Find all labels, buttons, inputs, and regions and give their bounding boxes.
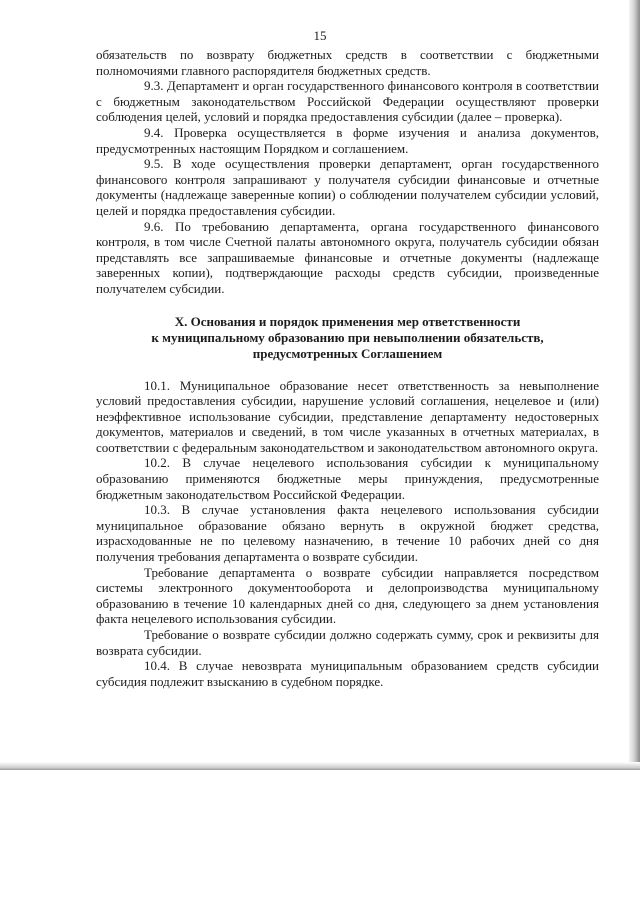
scan-bottom-edge (0, 762, 640, 770)
scan-edge-shadow (629, 0, 640, 770)
paragraph-demand-contents: Требование о возврате субсидии должно содержать сумму, срок и реквизиты для возврата субсидии. (96, 627, 599, 658)
paragraph-10-4: 10.4. В случае невозврата муниципальным образованием средств субсидии субсидия подлежит взысканию в судебном порядке. (96, 658, 599, 689)
paragraph-10-1: 10.1. Муниципальное образование несет ответственность за невыполнение условий предоставления субсидии, нарушение условий соглашения, нецелевое и (или) неэффективное использование субсидии, представление департаменту недостоверных документов, материалов и сведений, в том числе указанных в отчетных материалах, в соответствии с федеральным законодательством и законодательством автономного округа. (96, 377, 599, 455)
paragraph-10-2: 10.2. В случае нецелевого использования субсидии к муниципальному образованию применяются бюджетные меры принуждения, предусмотренные бюджетным законодательством Российской Федерации. (96, 455, 599, 502)
paragraph-9-5: 9.5. В ходе осуществления проверки департамент, орган государственного финансового контроля запрашивают у получателя субсидии финансовые и отчетные документы (надлежаще заверенные копии) о соблюдении получателем субсидии условий, целей и порядка предоставления субсидии. (96, 156, 599, 218)
paragraph-9-4: 9.4. Проверка осуществляется в форме изучения и анализа документов, предусмотренных настоящим Порядком и соглашением. (96, 124, 599, 156)
document-body (96, 47, 599, 689)
page-number: 15 (313, 28, 327, 43)
paragraph-9-3: 9.3. Департамент и орган государственного финансового контроля в соответствии с бюджетным законодательством Российской Федерации осуществляют проверки соблюдения целей, условий и порядка предоставления субсидии (далее – проверка). (96, 78, 599, 125)
heading-line: предусмотренных Соглашением (252, 345, 443, 361)
heading-line: к муниципальному образованию при невыполнении обязательств, (151, 329, 544, 345)
paragraph-demand-sending: Требование департамента о возврате субсидии направляется посредством системы электронного документооборота и делопроизводства муниципальному образованию в течение 10 календарных дней со дня, следующего за днем установления факта нецелевого использования субсидии. (96, 564, 599, 627)
heading-line: X. Основания и порядок применения мер ответственности (174, 313, 521, 329)
paragraph-10-3: 10.3. В случае установления факта нецелевого использования субсидии муниципальное образование обязано вернуть в окружной бюджет средства, израсходованные не по целевому назначению, в течение 10 рабочих дней со дня получения требования департамента о возврате субсидии. (96, 502, 599, 565)
paragraph-9-6: 9.6. По требованию департамента, органа государственного финансового контроля, в том числе Счетной палаты автономного округа, получатель субсидии обязан представлять все запрашиваемые финансовые и отчетные документы (надлежаще заверенных копии), подтверждающие расходы средств субсидии, произведенные получателем субсидии. (96, 218, 599, 296)
paragraph-continuation: обязательств по возврату бюджетных средств в соответствии с бюджетными полномочиями главного распорядителя бюджетных средств. (96, 47, 599, 78)
section-x-heading (96, 314, 599, 362)
